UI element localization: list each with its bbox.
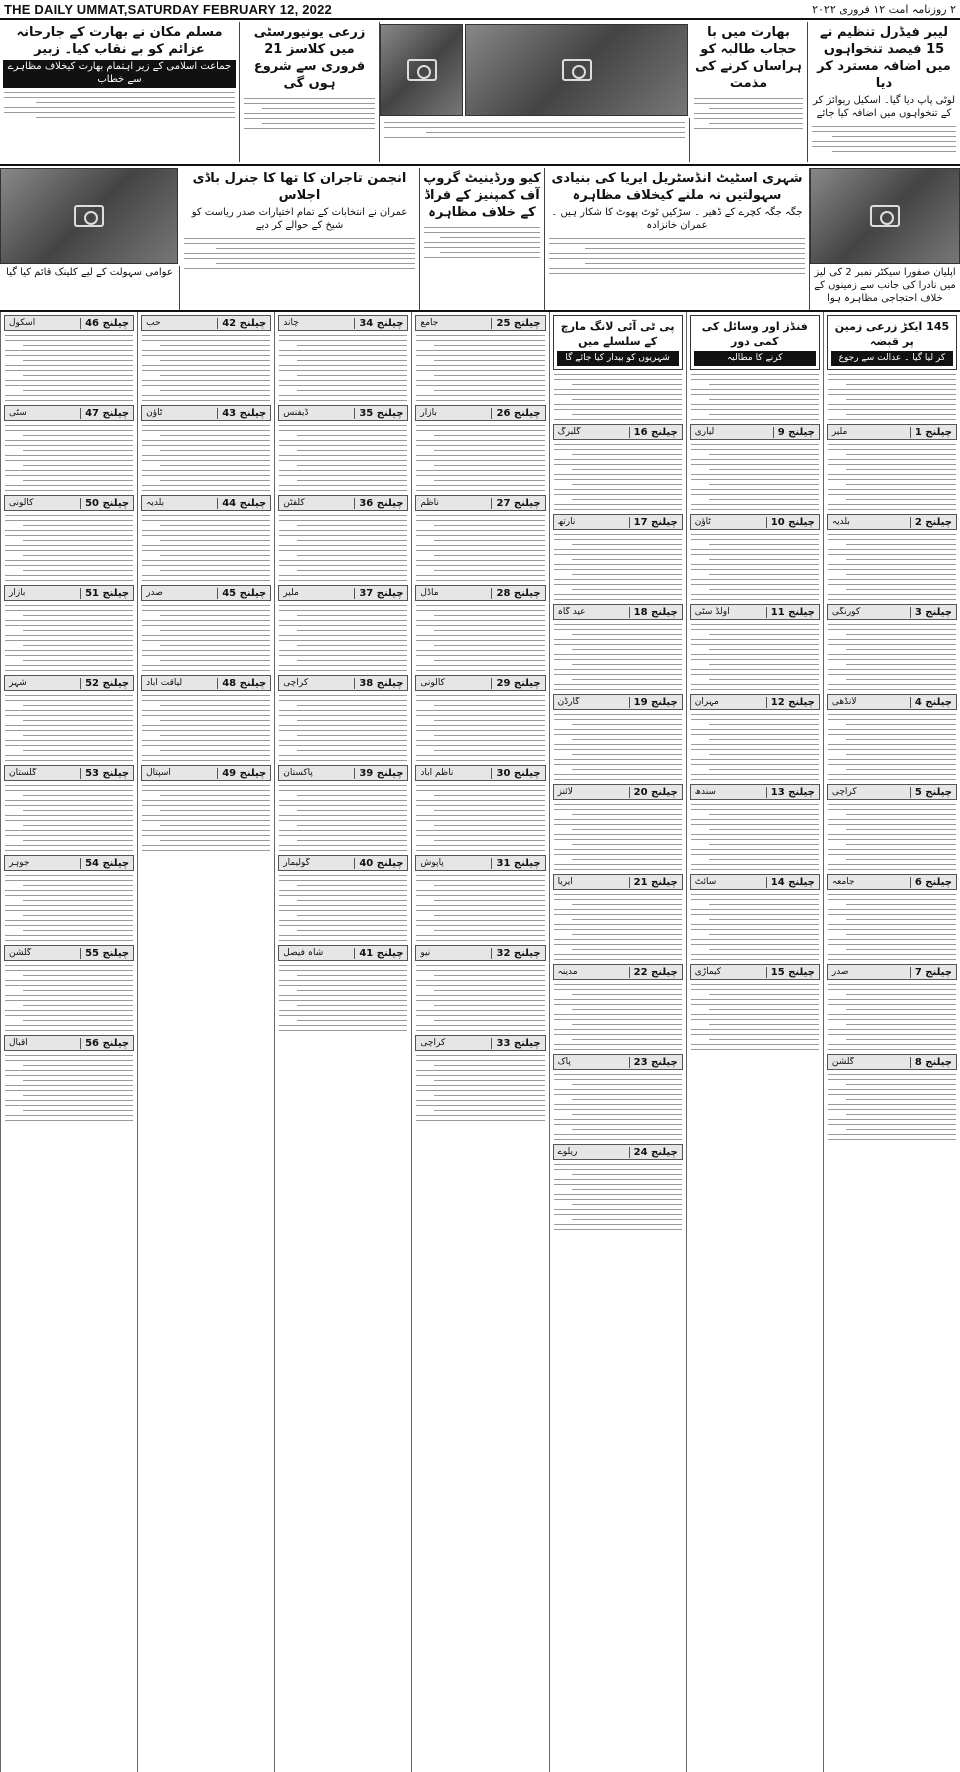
segment-body-lines — [824, 714, 960, 780]
segment-name: شاہ فیصل — [283, 948, 324, 958]
segment-number: چیلنج 22 — [629, 967, 682, 978]
story-subheadline: جماعت اسلامی کے زیر اہتمام بھارت کیخلاف مظاہرے سے خطاب — [3, 60, 236, 88]
segment-header — [827, 514, 957, 530]
segment-body-lines — [687, 804, 823, 870]
segment-body-lines — [275, 965, 411, 1031]
segment-name: بازار — [9, 588, 26, 598]
segment-number: چیلنج 53 — [80, 768, 133, 779]
story-headline: کیو ورڈینیٹ گروپ آف کمپنیز کے فراڈ کے خلاف مظاہرہ — [423, 171, 541, 220]
segment-name: مہران — [694, 697, 719, 707]
segment-number: چیلنج 28 — [491, 588, 544, 599]
segment-body-lines — [275, 875, 411, 941]
column-headline: 145 ایکڑ زرعی زمین پر قبضہ — [834, 320, 950, 348]
segment-header — [278, 495, 408, 511]
segment-name: پاپوش — [420, 858, 444, 868]
segment-number: چیلنج 47 — [80, 408, 133, 419]
segment-number: چیلنج 2 — [910, 517, 956, 528]
segment-number: چیلنج 21 — [629, 877, 682, 888]
masthead — [0, 0, 960, 20]
story-headline: زرعی یونیورسٹی میں کلاسز 21 فروری سے شروع ہوں گی — [253, 25, 366, 91]
story-body-lines — [550, 374, 686, 420]
segment-body-lines — [275, 695, 411, 761]
segment-number: چیلنج 23 — [629, 1057, 682, 1068]
segment-column — [0, 312, 137, 1772]
segment-number: چیلنج 6 — [910, 877, 956, 888]
segment-number: چیلنج 31 — [491, 858, 544, 869]
segment-header — [278, 945, 408, 961]
segment-number: چیلنج 3 — [910, 607, 956, 618]
mid-story-3 — [420, 168, 545, 310]
mid-story-4 — [180, 168, 420, 310]
segment-name: لیاقت آباد — [146, 678, 183, 688]
segment-name: لانڈھی — [831, 697, 857, 707]
segment-body-lines — [138, 335, 274, 401]
segment-number: چیلنج 16 — [629, 427, 682, 438]
masthead-left: THE DAILY UMMAT,SATURDAY FEBRUARY 12, 2022 — [4, 1, 332, 17]
segment-name: حب — [146, 318, 161, 328]
segment-header — [4, 855, 134, 871]
segment-number: چیلنج 10 — [766, 517, 819, 528]
segment-header — [4, 405, 134, 421]
segment-header — [141, 585, 271, 601]
segment-name: گلشن — [9, 948, 32, 958]
segment-number: چیلنج 48 — [217, 678, 270, 689]
masthead-right: ۲ روزنامہ امت ۱۲ فروری ۲۰۲۲ — [812, 2, 956, 16]
segment-name: ٹاؤن — [146, 408, 163, 418]
segment-header — [415, 585, 545, 601]
segment-body-lines — [687, 714, 823, 780]
segment-number: چیلنج 46 — [80, 318, 133, 329]
segment-body-lines — [275, 515, 411, 581]
segment-body-lines — [138, 785, 274, 851]
segment-number: چیلنج 29 — [491, 678, 544, 689]
segment-header — [278, 405, 408, 421]
segment-header — [690, 424, 820, 440]
segment-name: جوہر — [9, 858, 30, 868]
segment-name: چاند — [283, 318, 299, 328]
segment-header — [278, 765, 408, 781]
story-headline: بھارت میں با حجاب طالبہ کو ہراساں کرنے کی مذمت — [695, 25, 802, 91]
segment-body-lines — [275, 425, 411, 491]
segment-number: چیلنج 54 — [80, 858, 133, 869]
photo-icon — [407, 59, 437, 81]
segment-number: چیلنج 40 — [354, 858, 407, 869]
segment-number: چیلنج 37 — [354, 588, 407, 599]
segment-header — [415, 855, 545, 871]
segment-body-lines — [412, 335, 548, 401]
segment-header — [827, 874, 957, 890]
segment-name: کلفٹن — [283, 498, 305, 508]
segment-body-lines — [687, 894, 823, 960]
segment-name: کراچی — [831, 787, 857, 797]
photo-icon — [870, 205, 900, 227]
segment-body-lines — [550, 534, 686, 600]
segment-header — [553, 604, 683, 620]
top-photo-ceremony — [465, 24, 688, 116]
segment-body-lines — [687, 444, 823, 510]
segment-name: بلدیہ — [831, 517, 850, 527]
mid-photo-meeting — [0, 168, 178, 264]
segment-name: گلستان — [9, 768, 37, 778]
segment-body-lines — [1, 695, 137, 761]
segment-name: ایریا — [557, 877, 573, 887]
column-headline-box — [827, 315, 957, 370]
segment-body-lines — [412, 875, 548, 941]
segment-header — [141, 495, 271, 511]
segment-column — [137, 312, 274, 1772]
segment-name: جامعہ — [831, 877, 855, 887]
segment-number: چیلنج 35 — [354, 408, 407, 419]
segment-header — [415, 675, 545, 691]
segment-name: گلبرگ — [557, 427, 581, 437]
segment-number: چیلنج 13 — [766, 787, 819, 798]
segment-number: چیلنج 38 — [354, 678, 407, 689]
segment-header — [4, 315, 134, 331]
segment-number: چیلنج 32 — [491, 948, 544, 959]
segment-header — [553, 874, 683, 890]
segment-number: چیلنج 33 — [491, 1038, 544, 1049]
segment-header — [553, 694, 683, 710]
segment-number: چیلنج 17 — [629, 517, 682, 528]
story-body-lines — [180, 238, 419, 269]
segment-number: چیلنج 39 — [354, 768, 407, 779]
segment-name: گارڈن — [557, 697, 580, 707]
segment-header — [278, 585, 408, 601]
top-story-2 — [690, 22, 808, 162]
segment-name: اقبال — [9, 1038, 28, 1048]
story-headline: عوامی سہولت کے لیے کلینک قائم کیا گیا — [6, 267, 173, 278]
story-headline: انجمن تاجران کا تھا کا جنرل باڈی اجلاس — [192, 171, 407, 203]
photo-icon — [74, 205, 104, 227]
segment-header — [141, 675, 271, 691]
segment-name: پاک — [557, 1057, 571, 1067]
segment-header — [4, 945, 134, 961]
segment-name: اسپتال — [146, 768, 171, 778]
column-headline: فنڈز اور وسائل کی کمی دور — [701, 320, 808, 348]
segment-body-lines — [550, 714, 686, 780]
segment-header — [4, 495, 134, 511]
segment-number: چیلنج 45 — [217, 588, 270, 599]
segment-body-lines — [275, 335, 411, 401]
segment-number: چیلنج 26 — [491, 408, 544, 419]
story-subheadline: عمران نے انتخابات کے تمام اختیارات صدر ریاست کو شیخ کے حوالے کر دیے — [191, 207, 408, 231]
segment-name: کورنگی — [831, 607, 861, 617]
segment-header — [141, 765, 271, 781]
segment-body-lines — [275, 785, 411, 851]
segment-name: بازار — [420, 408, 437, 418]
segment-body-lines — [1, 1055, 137, 1121]
segment-header — [827, 784, 957, 800]
story-body-lines — [380, 122, 689, 138]
column-headline-box — [690, 315, 820, 370]
segment-body-lines — [687, 624, 823, 690]
mid-story-1 — [810, 266, 960, 310]
column-subheadline: شہریوں کو بیدار کیا جائے گا — [557, 351, 679, 366]
segment-number: چیلنج 36 — [354, 498, 407, 509]
top-story-5 — [0, 22, 240, 162]
segment-body-lines — [412, 425, 548, 491]
segment-name: شہر — [9, 678, 27, 688]
segment-number: چیلنج 15 — [766, 967, 819, 978]
segment-number: چیلنج 24 — [629, 1147, 682, 1158]
segment-number: چیلنج 56 — [80, 1038, 133, 1049]
story-headline: شہری اسٹیٹ انڈسٹریل ایریا کی بنیادی سہولتیں نہ ملنے کیخلاف مظاہرہ — [551, 171, 803, 203]
segment-name: کالونی — [420, 678, 445, 688]
top-story-3 — [380, 118, 690, 162]
photo-icon — [562, 59, 592, 81]
segment-number: چیلنج 4 — [910, 697, 956, 708]
segment-body-lines — [550, 1074, 686, 1140]
segment-number: چیلنج 7 — [910, 967, 956, 978]
segment-header — [278, 855, 408, 871]
segment-body-lines — [550, 624, 686, 690]
segment-number: چیلنج 44 — [217, 498, 270, 509]
segment-name: مدینہ — [557, 967, 578, 977]
segment-body-lines — [824, 444, 960, 510]
segment-header — [827, 424, 957, 440]
segment-name: ملیر — [831, 427, 848, 437]
segment-number: چیلنج 19 — [629, 697, 682, 708]
segment-header — [141, 405, 271, 421]
segment-number: چیلنج 34 — [354, 318, 407, 329]
segment-body-lines — [275, 605, 411, 671]
segment-body-lines — [138, 515, 274, 581]
segment-name: ملیر — [283, 588, 299, 598]
story-headline: مسلم مکان نے بھارت کے جارحانہ عزائم کو بے نقاب کیا۔ زبیر — [16, 25, 223, 57]
segment-name: کالونی — [9, 498, 34, 508]
column-headline-box — [553, 315, 683, 370]
segment-column — [549, 312, 686, 1772]
segment-number: چیلنج 14 — [766, 877, 819, 888]
segment-body-lines — [1, 965, 137, 1031]
segment-body-lines — [412, 605, 548, 671]
segment-name: لائنز — [557, 787, 573, 797]
segment-header — [827, 604, 957, 620]
story-body-lines — [545, 238, 809, 274]
segment-name: ٹاؤن — [694, 517, 711, 527]
column-headline: پی ٹی آئی لانگ مارچ کے سلسلے میں — [560, 320, 675, 348]
story-body-lines — [824, 374, 960, 420]
segment-header — [553, 964, 683, 980]
segment-number: چیلنج 18 — [629, 607, 682, 618]
segment-header — [827, 964, 957, 980]
segment-number: چیلنج 51 — [80, 588, 133, 599]
segment-name: ناظم آباد — [420, 768, 454, 778]
segment-number: چیلنج 9 — [773, 427, 819, 438]
segment-header — [553, 424, 683, 440]
story-headline: اپلیان صفورا سیکٹر نمبر 2 کی لیز میں نادرا کی جانب سے زمینوں کے خلاف احتجاجی مظاہرہ ہوا — [814, 267, 956, 304]
segment-body-lines — [412, 515, 548, 581]
segment-name: ریلوے — [557, 1147, 578, 1157]
segment-body-lines — [824, 804, 960, 870]
segment-name: ماڈل — [420, 588, 439, 598]
segment-header — [415, 945, 545, 961]
segment-column — [274, 312, 411, 1772]
segment-header — [690, 784, 820, 800]
segment-body-lines — [824, 1074, 960, 1140]
segment-header — [4, 675, 134, 691]
segment-name: گولیمار — [283, 858, 310, 868]
top-story-1 — [808, 22, 960, 162]
segment-body-lines — [687, 534, 823, 600]
segment-header — [690, 604, 820, 620]
segment-name: لیاری — [694, 427, 715, 437]
segment-header — [827, 694, 957, 710]
segment-name: عید گاہ — [557, 607, 586, 617]
segment-header — [415, 405, 545, 421]
segment-number: چیلنج 55 — [80, 948, 133, 959]
segment-name: صدر — [831, 967, 849, 977]
segment-header — [553, 514, 683, 530]
segment-body-lines — [824, 984, 960, 1050]
segment-body-lines — [412, 695, 548, 761]
segment-header — [553, 784, 683, 800]
story-body-lines — [420, 227, 544, 258]
segment-header — [415, 315, 545, 331]
segment-number: چیلنج 52 — [80, 678, 133, 689]
segment-number: چیلنج 1 — [910, 427, 956, 438]
segment-body-lines — [550, 804, 686, 870]
segment-body-lines — [1, 515, 137, 581]
segment-name: کراچی — [420, 1038, 446, 1048]
segment-name: صدر — [146, 588, 163, 598]
segment-number: چیلنج 25 — [491, 318, 544, 329]
segment-number: چیلنج 43 — [217, 408, 270, 419]
segment-number: چیلنج 5 — [910, 787, 956, 798]
story-headline: لیبر فیڈرل تنظیم نے 15 فیصد تنخواہوں میں اضافہ مسترد کر دیا — [817, 25, 951, 91]
segment-name: ناظم — [420, 498, 439, 508]
segment-header — [415, 765, 545, 781]
story-subheadline: لوٹی پاپ دیا گیا۔ اسکیل ریوائز کر کے تنخواہوں میں اضافہ کیا جائے — [812, 95, 956, 119]
segment-body-lines — [550, 1164, 686, 1230]
segment-number: چیلنج 49 — [217, 768, 270, 779]
segment-body-lines — [824, 624, 960, 690]
segment-header — [553, 1054, 683, 1070]
segment-number: چیلنج 27 — [491, 498, 544, 509]
segment-body-lines — [138, 695, 274, 761]
story-body-lines — [690, 98, 807, 129]
mid-story-5 — [0, 266, 180, 310]
segment-name: ڈیفنس — [283, 408, 309, 418]
segment-body-lines — [412, 965, 548, 1031]
segment-body-lines — [550, 444, 686, 510]
segment-number: چیلنج 41 — [354, 948, 407, 959]
segment-body-lines — [138, 605, 274, 671]
segment-body-lines — [412, 785, 548, 851]
story-body-lines — [808, 126, 960, 152]
column-subheadline: کرنے کا مطالبہ — [694, 351, 816, 366]
story-body-lines — [240, 98, 379, 129]
segment-name: سندھ — [694, 787, 716, 797]
segment-column — [686, 312, 823, 1772]
top-story-4 — [240, 22, 380, 162]
segment-number: چیلنج 42 — [217, 318, 270, 329]
segment-column — [411, 312, 548, 1772]
story-subheadline: جگہ جگہ کچرے کے ڈھیر ۔ سڑکیں ٹوٹ پھوٹ کا شکار ہیں ۔ عمران خانزادہ — [551, 207, 803, 231]
story-body-lines — [0, 92, 239, 118]
segment-name: اسکول — [9, 318, 36, 328]
story-body-lines — [687, 374, 823, 420]
segment-number: چیلنج 20 — [629, 787, 682, 798]
segment-name: اولڈ سٹی — [694, 607, 730, 617]
segment-name: گلشن — [831, 1057, 854, 1067]
segment-body-lines — [687, 984, 823, 1050]
segment-header — [690, 514, 820, 530]
top-row-divider — [0, 164, 960, 166]
mid-photo-protest — [810, 168, 960, 264]
segment-header — [4, 585, 134, 601]
column-subheadline: کر لیا گیا ۔ عدالت سے رجوع — [831, 351, 953, 366]
segment-body-lines — [1, 335, 137, 401]
segment-header — [278, 675, 408, 691]
segment-body-lines — [1, 425, 137, 491]
segment-body-lines — [1, 875, 137, 941]
segment-header — [278, 315, 408, 331]
segment-name: کیماڑی — [694, 967, 722, 977]
segment-name: نارتھ — [557, 517, 576, 527]
segment-body-lines — [138, 425, 274, 491]
segment-column — [823, 312, 960, 1772]
segment-header — [553, 1144, 683, 1160]
segment-name: جامع — [420, 318, 439, 328]
segment-header — [827, 1054, 957, 1070]
segment-body-lines — [824, 534, 960, 600]
segment-header — [415, 1035, 545, 1051]
segment-name: نیو — [420, 948, 431, 958]
segment-body-lines — [550, 984, 686, 1050]
segment-header — [415, 495, 545, 511]
segment-body-lines — [550, 894, 686, 960]
top-photo-portrait — [380, 24, 463, 116]
segment-body-lines — [824, 894, 960, 960]
segment-number: چیلنج 50 — [80, 498, 133, 509]
segment-name: سائٹ — [694, 877, 717, 887]
segment-header — [141, 315, 271, 331]
segment-name: کراچی — [283, 678, 309, 688]
segment-number: چیلنج 30 — [491, 768, 544, 779]
segment-body-lines — [412, 1055, 548, 1121]
segment-name: پاکستان — [283, 768, 313, 778]
segment-header — [690, 964, 820, 980]
segment-header — [690, 694, 820, 710]
segment-name: بلدیہ — [146, 498, 165, 508]
segment-header — [4, 765, 134, 781]
segment-number: چیلنج 8 — [910, 1057, 956, 1068]
mid-story-2 — [545, 168, 810, 310]
segment-body-lines — [1, 785, 137, 851]
segment-number: چیلنج 12 — [766, 697, 819, 708]
segment-header — [690, 874, 820, 890]
segment-number: چیلنج 11 — [766, 607, 819, 618]
segment-name: سٹی — [9, 408, 27, 418]
segment-body-lines — [1, 605, 137, 671]
segment-header — [4, 1035, 134, 1051]
